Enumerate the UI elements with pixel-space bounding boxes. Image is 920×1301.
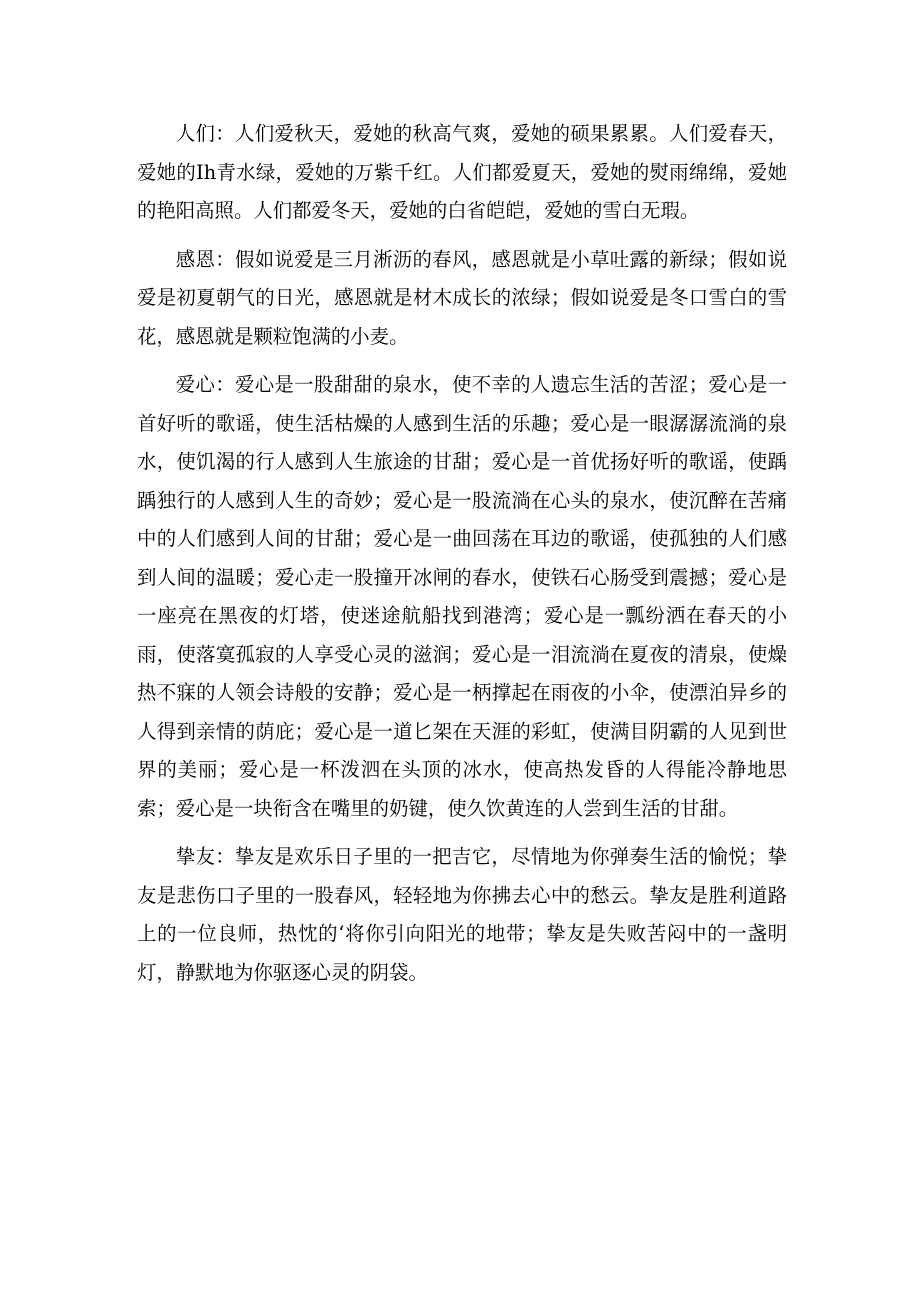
paragraph-people: 人们：人们爱秋天，爱她的秋高气爽，爱她的硕果累累。人们爱春天，爱她的Ih青水绿，爱她的万紫千红。人们都爱夏天，爱她的熨雨绵绵，爱她的艳阳高照。人们都爱冬天，爱她的白省皑皑，爱她的雪白无瑕。 [137,122,787,222]
paragraph-gratitude: 感恩：假如说爱是三月淅沥的春风，感恩就是小草吐露的新绿；假如说爱是初夏朝气的日光，感恩就是材木成长的浓绿；假如说爱是冬口雪白的雪花，感恩就是颗粒饱满的小麦。 [137,247,787,348]
paragraph-love: 爱心：爱心是一股甜甜的泉水，使不幸的人遗忘生活的苦涩；爱心是一首好听的歌谣，使生活枯燥的人感到生活的乐趣；爱心是一眼潺潺流淌的泉水，使饥渴的行人感到人生旅途的甘甜；爱心是一首优扬好听的歌谣，使踽踽独行的人感到人生的奇妙；爱心是一股流淌在心头的泉水，使沉醉在苦痛中的人们感到人间的甘甜；爱心是一曲回荡在耳边的歌谣，使孤独的人们感到人间的温暖；爱心走一股撞开冰闸的春水，使铁石心肠受到震撼；爱心是一座亮在黑夜的灯塔，使迷途航船找到港湾；爱心是一瓢纷洒在春天的小雨，使落寞孤寂的人享受心灵的滋润；爱心是一泪流淌在夏夜的清泉，使燥热不寐的人领会诗般的安静；爱心是一柄撑起在雨夜的小伞，使漂泊异乡的人得到亲情的荫庇；爱心是一道匕架在天涯的彩虹，使满目阴霸的人见到世界的美丽；爱心是一杯泼泗在头顶的冰水，使高热发昏的人得能冷静地思索；爱心是一块衔含在嘴里的奶键，使久饮黄连的人尝到生活的甘甜。 [137,373,787,820]
paragraph-friend: 挚友：挚友是欢乐日子里的一把吉它，尽情地为你弹奏生活的愉悦；挚友是悲伤口子里的一股春风，轻轻地为你拂去心中的愁云。挚友是胜利道路上的一位良师，热忱的‘将你引向阳光的地带；挚友是失败苦闷中的一盏明灯，静默地为你驱逐心灵的阴袋。 [137,845,787,984]
document-body [137,115,787,1002]
